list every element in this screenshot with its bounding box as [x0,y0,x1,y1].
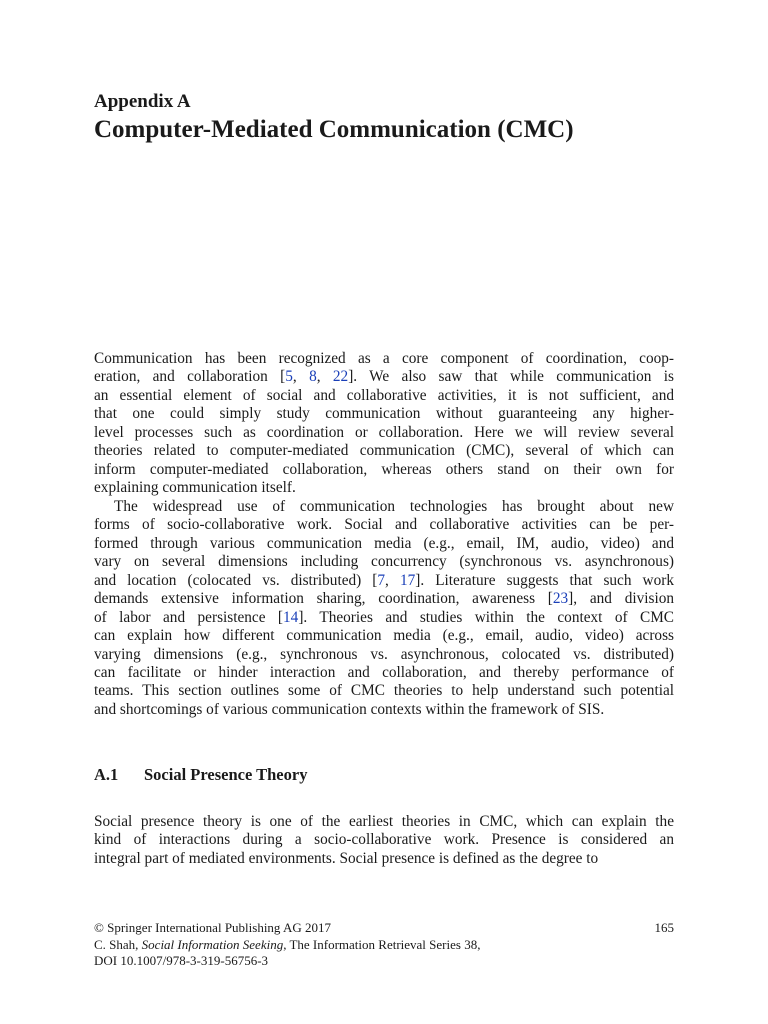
footer-citation-book: Social Information Seeking [141,936,284,952]
text-line: an essential element of social and collaborative activities, it is not sufficient, and [94,386,674,404]
paragraph-2 [94,498,674,719]
section-heading [94,764,307,786]
text-line: forms of socio-collaborative work. Social and collaborative activities can be per- [94,516,674,534]
appendix-title: Computer-Mediated Communication (CMC) [94,116,574,143]
text-line: level processes such as coordination or collaboration. Here we will review several [94,423,674,441]
footer [94,920,674,970]
text-line [94,590,674,608]
footer-citation [94,937,674,954]
footer-copyright: © Springer International Publishing AG 2017 [94,920,331,935]
text-span: , [316,368,333,386]
text-line [94,368,674,386]
text-line: integral part of mediated environments. Social presence is defined as the degree to [94,849,599,867]
text-line: formed through various communication media (e.g., email, IM, audio, video) and [94,534,674,552]
text-span: eration, and collaboration [ [94,368,286,386]
text-line [94,609,674,627]
page-number: 165 [654,920,674,935]
citation-link[interactable]: 14 [283,608,299,626]
text-span: ]. We also saw that while communication is [348,368,674,386]
text-line: can facilitate or hinder interaction and collaboration, and thereby performance of [94,663,674,681]
text-line: and shortcomings of various communication contexts within the framework of SIS. [94,700,605,718]
text-span: ]. Literature suggests that such work [415,571,674,589]
appendix-label: Appendix A [94,91,191,112]
text-span: , [292,368,310,386]
footer-doi: DOI 10.1007/978-3-319-56756-3 [94,953,269,968]
section-title: Social Presence Theory [144,765,308,784]
text-line: Social presence theory is one of the earliest theories in CMC, which can explain the [94,813,674,830]
text-line: vary on several dimensions including concurrency (synchronous vs. asynchronous) [94,553,674,571]
text-line: The widespread use of communication technologies has brought about new [114,498,674,515]
citation-link[interactable]: 5 [285,368,293,386]
text-line: can explain how different communication media (e.g., email, audio, video) across [94,627,674,645]
footer-citation-prefix: C. Shah, [94,936,142,952]
text-line: teams. This section outlines some of CMC theories to help understand such potential [94,682,674,700]
text-line: that one could simply study communication without guaranteeing any higher- [94,405,674,423]
text-span: and location (colocated vs. distributed) [ [94,571,378,589]
citation-link[interactable]: 23 [552,590,569,608]
text-span: of labor and persistence [ [94,608,284,626]
citation-link[interactable]: 7 [377,571,386,589]
text-span: ], and division [568,590,674,608]
text-line: explaining communication itself. [94,479,296,497]
citation-link[interactable]: 22 [332,368,349,386]
citation-link[interactable]: 8 [309,368,317,386]
text-line: varying dimensions (e.g., synchronous vs. asynchronous, colocated vs. distributed) [94,645,674,663]
text-line: kind of interactions during a socio-collaborative work. Presence is considered an [94,831,674,849]
text-span: demands extensive information sharing, coordination, awareness [ [94,590,553,608]
text-line [94,572,674,590]
text-span: , [385,571,400,589]
paragraph-3 [94,813,674,868]
citation-link[interactable]: 17 [399,571,416,589]
paragraph-1 [94,350,674,498]
footer-citation-suffix: , The Information Retrieval Series 38, [283,936,481,952]
text-span: ]. Theories and studies within the context of CMC [298,608,675,626]
text-line: theories related to computer-mediated communication (CMC), several of which can [94,442,674,460]
text-line: Communication has been recognized as a core component of coordination, coop- [94,350,674,367]
section-number: A.1 [94,765,119,784]
text-line: inform computer-mediated collaboration, whereas others stand on their own for [94,460,674,478]
